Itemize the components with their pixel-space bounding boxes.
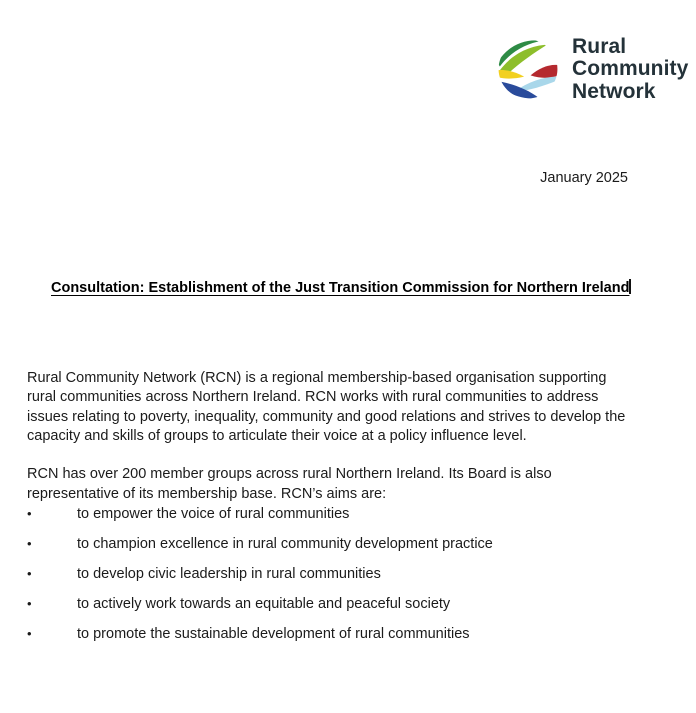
paragraph-membership-and-aims: RCN has over 200 member groups across rural Northern Ireland. Its Board is also representative of its membership base. RCN’s aims are: — [27, 466, 552, 502]
list-item — [27, 624, 629, 654]
list-item — [27, 504, 629, 534]
document-date: January 2025 — [540, 170, 628, 186]
organisation-logo — [496, 36, 688, 103]
document-body — [27, 369, 629, 654]
logo-wordmark-line-3: Network — [572, 79, 656, 103]
bullet-icon: • — [27, 506, 32, 522]
list-item-label: to empower the voice of rural communities — [77, 506, 350, 523]
bullet-icon: • — [27, 626, 32, 642]
paragraph-organisation-description: Rural Community Network (RCN) is a regional membership-based organisation supporting rural communities across Northern Ireland. RCN works with rural communities to address issues relating to poverty, inequality, community and good relations and strives to develop the capacity and skills of groups to articulate their voice at a policy influence level. — [27, 370, 626, 444]
aims-bullet-list — [27, 504, 629, 654]
list-item — [27, 564, 629, 594]
list-item — [27, 594, 629, 624]
bullet-icon: • — [27, 566, 32, 582]
logo-wordmark-line-2: Community — [572, 57, 689, 81]
list-item-label: to develop civic leadership in rural communities — [77, 566, 381, 583]
logo-wordmark-line-1: Rural — [572, 35, 627, 58]
bullet-icon: • — [27, 596, 32, 612]
bullet-icon: • — [27, 536, 32, 552]
document-title-text: Consultation: Establishment of the Just Transition Commission for Northern Ireland — [51, 280, 630, 296]
logo-wordmark — [572, 36, 688, 103]
list-item-label: to actively work towards an equitable and peaceful society — [77, 596, 451, 613]
document-title[interactable] — [51, 279, 631, 296]
list-item — [27, 534, 629, 564]
list-item-label: to promote the sustainable development of rural communities — [77, 626, 470, 643]
text-caret — [629, 279, 631, 294]
rural-community-network-logo-mark — [496, 37, 560, 101]
list-item-label: to champion excellence in rural community development practice — [77, 536, 493, 553]
